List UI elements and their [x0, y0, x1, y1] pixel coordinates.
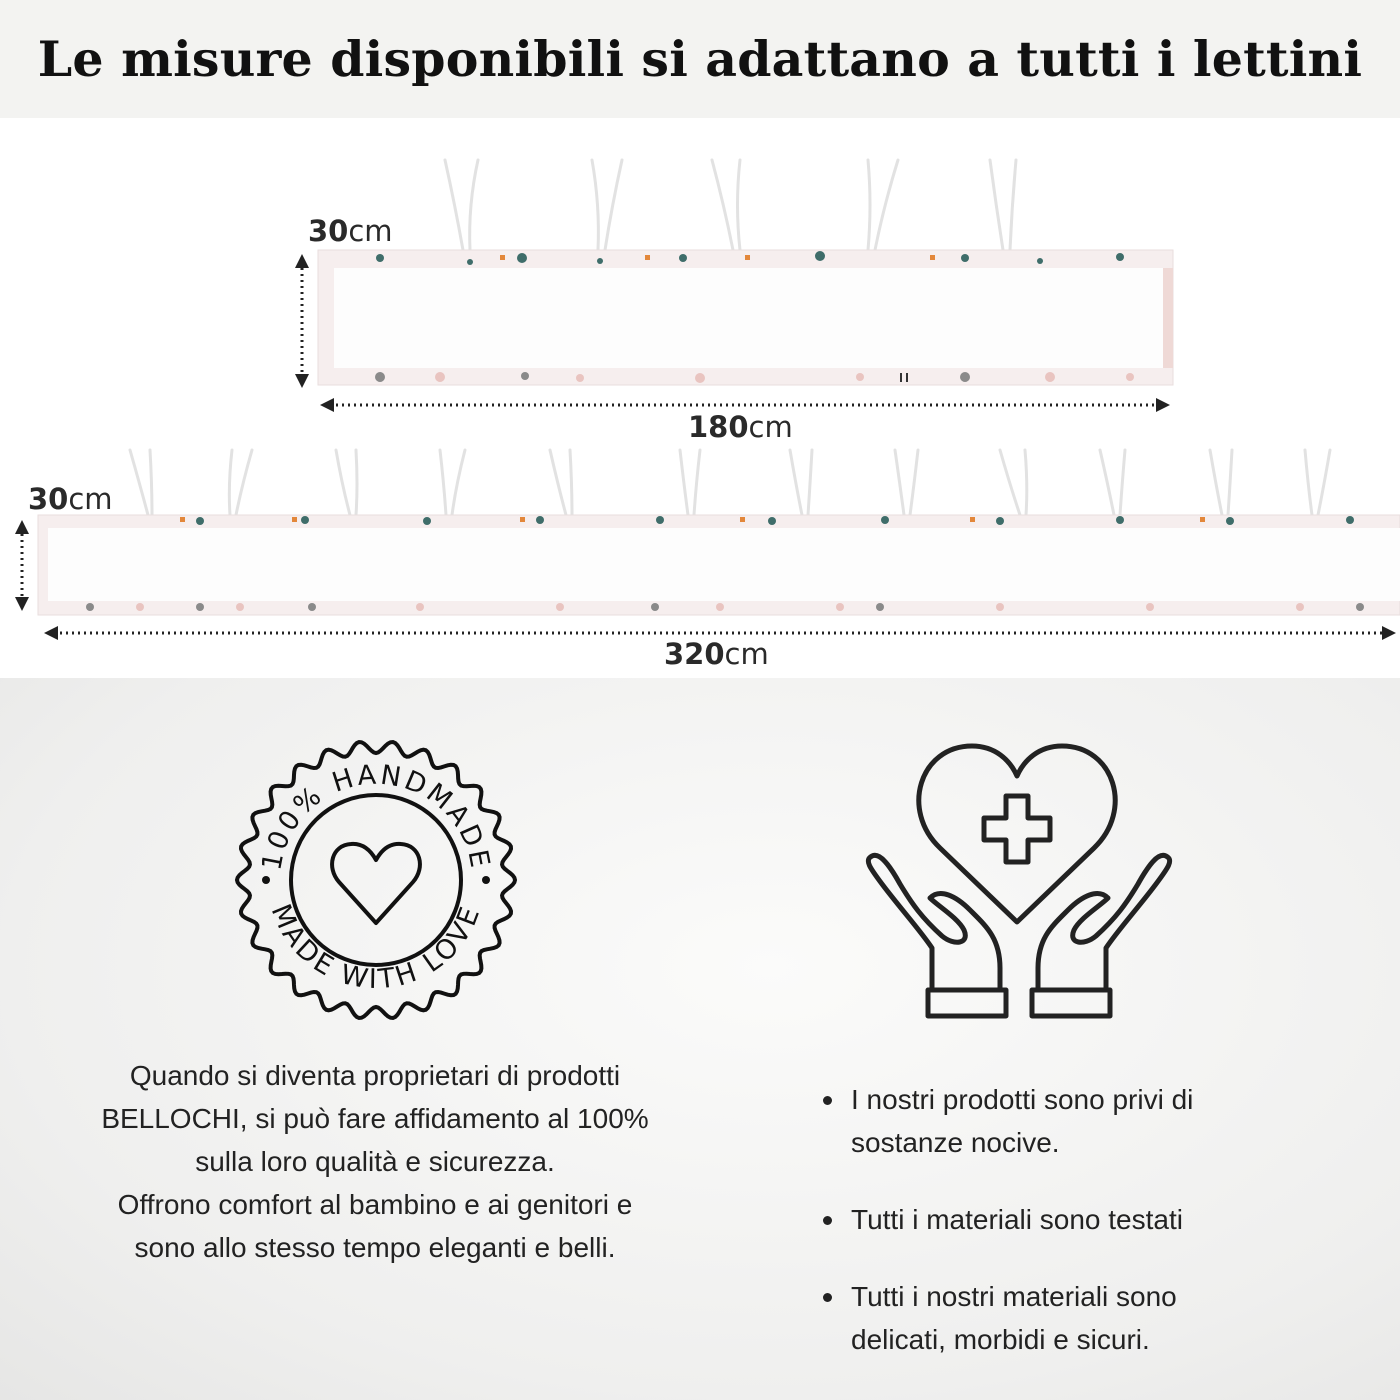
handmade-badge-icon: [226, 730, 526, 1030]
height-unit: cm: [348, 214, 393, 248]
benefits-list: [820, 1078, 1340, 1395]
benefit-text: sostanze nocive.: [851, 1127, 1060, 1158]
length-unit: cm: [724, 637, 769, 671]
height-value: 30: [28, 482, 69, 516]
length-label-180: [688, 410, 793, 444]
description-line: sono allo stesso tempo eleganti e belli.: [134, 1232, 616, 1263]
description-line: Quando si diventa proprietari di prodotti: [129, 1060, 621, 1091]
length-unit: cm: [748, 410, 793, 444]
length-value: 180: [688, 410, 749, 444]
benefit-item: [820, 1275, 1340, 1361]
page-title: Le misure disponibili si adattano a tutti i lettini: [37, 30, 1363, 88]
height-value: 30: [308, 214, 349, 248]
benefit-text: I nostri prodotti sono privi di: [851, 1084, 1194, 1115]
description-line: BELLOCHI, si può fare affidamento al 100%: [101, 1103, 649, 1134]
svg-text:MADE WITH LOVE: [265, 900, 487, 996]
benefit-text: Tutti i nostri materiali sono: [851, 1281, 1177, 1312]
height-unit: cm: [68, 482, 113, 516]
height-label-180: [308, 214, 393, 248]
bumper-180: [295, 160, 1173, 412]
length-label-320: [664, 637, 769, 671]
description-line: sulla loro qualità e sicurezza.: [195, 1146, 555, 1177]
description-line: Offrono comfort al bambino e ai genitori e: [117, 1189, 633, 1220]
heart-icon: [332, 844, 420, 923]
heart-hands-cross-icon: [860, 738, 1180, 1028]
badge-bottom-text: MADE WITH LOVE: [264, 899, 488, 996]
benefit-text: delicati, morbidi e sicuri.: [851, 1324, 1150, 1355]
benefit-text: Tutti i materiali sono testati: [851, 1204, 1183, 1235]
bumper-320: [15, 450, 1400, 640]
benefit-item: [820, 1078, 1340, 1164]
badge-top-text: 100% HANDMADE: [256, 759, 496, 873]
height-label-320: [28, 482, 113, 516]
benefit-item: [820, 1198, 1340, 1241]
brand-description: [60, 1054, 690, 1269]
length-value: 320: [664, 637, 725, 671]
